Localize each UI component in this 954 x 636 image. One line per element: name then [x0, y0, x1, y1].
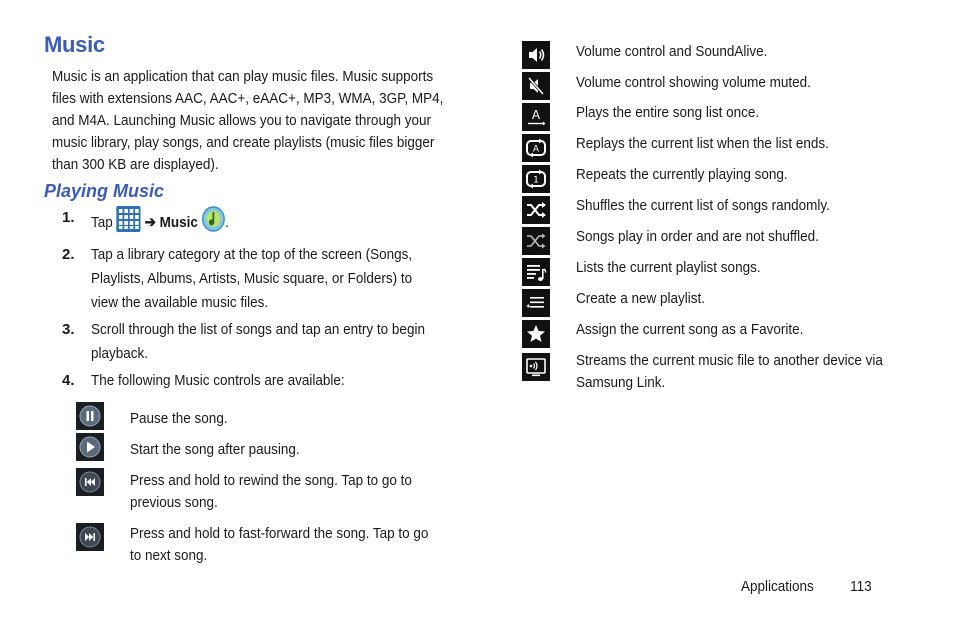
step-text: The following Music controls are available:: [91, 372, 345, 389]
step-text: Tap a library category at the top of the screen (Songs, Playlists, Albums, Artists, Music square, or Folders) to view the available music files.: [91, 246, 413, 311]
arrow-glyph: ➔: [144, 213, 156, 231]
play-once-icon: [522, 103, 550, 131]
svg-text:1: 1: [533, 175, 539, 186]
fast-forward-icon: [76, 523, 104, 551]
rewind-icon: [76, 468, 104, 496]
pause-icon: [76, 402, 104, 430]
samsung-link-icon: [522, 353, 550, 381]
footer-section: Applications: [741, 578, 814, 595]
step-number: 2.: [62, 246, 75, 263]
svg-text:A: A: [532, 144, 540, 155]
control-text: Shuffles the current list of songs randomly.: [576, 197, 830, 214]
section-title: Playing Music: [44, 181, 165, 201]
step-tap-text: Tap: [91, 213, 113, 231]
volume-muted-icon: [522, 72, 550, 100]
control-text: Songs play in order and are not shuffled.: [576, 228, 819, 245]
control-text: Repeats the currently playing song.: [576, 166, 788, 183]
page-number: 113: [850, 578, 872, 595]
control-text: Press and hold to fast-forward the song. Tap to go to next song.: [130, 525, 429, 564]
volume-icon: [522, 41, 550, 69]
control-text: Start the song after pausing.: [130, 441, 300, 458]
intro-paragraph: Music is an application that can play music files. Music supports files with extensions AAC, AAC+, eAAC+, MP3, WMA, 3GP, MP4, and M4A. Launching Music allows you to navigate through your music library, play songs, and create playlists (music files bigger than 300 KB are displayed).: [52, 68, 444, 173]
step-end: .: [225, 213, 229, 231]
favorite-star-icon: [522, 320, 550, 348]
svg-text:A: A: [531, 108, 541, 122]
play-icon: [76, 433, 104, 461]
control-text: Pause the song.: [130, 410, 228, 427]
step-4: [62, 369, 462, 393]
control-text: Volume control showing volume muted.: [576, 74, 811, 91]
playlist-icon: [522, 258, 550, 286]
control-text: Replays the current list when the list ends.: [576, 135, 829, 152]
control-text: Assign the current song as a Favorite.: [576, 321, 804, 338]
shuffle-off-icon: [522, 227, 550, 255]
step-number: 1.: [62, 209, 75, 226]
repeat-one-icon: [522, 165, 550, 193]
apps-grid-icon: [117, 206, 141, 240]
step-number: 3.: [62, 321, 75, 338]
control-text: Plays the entire song list once.: [576, 104, 760, 121]
music-app-icon: [202, 206, 225, 240]
step-number: 4.: [62, 372, 75, 389]
step-1: [62, 206, 462, 240]
control-text: Streams the current music file to another device via Samsung Link.: [576, 352, 883, 391]
page-title: Music: [44, 32, 105, 57]
page-footer: [741, 578, 872, 595]
step-3: [62, 318, 462, 366]
steps-list: [62, 206, 462, 396]
shuffle-on-icon: [522, 196, 550, 224]
control-text: Lists the current playlist songs.: [576, 259, 761, 276]
control-text: Volume control and SoundAlive.: [576, 43, 768, 60]
control-text: Press and hold to rewind the song. Tap to go to previous song.: [130, 472, 412, 511]
step-2: [62, 243, 462, 315]
music-app-label: Music: [159, 213, 198, 231]
repeat-all-icon: [522, 134, 550, 162]
add-playlist-icon: [522, 289, 550, 317]
control-text: Create a new playlist.: [576, 290, 706, 307]
step-text: Scroll through the list of songs and tap an entry to begin playback.: [91, 321, 425, 362]
